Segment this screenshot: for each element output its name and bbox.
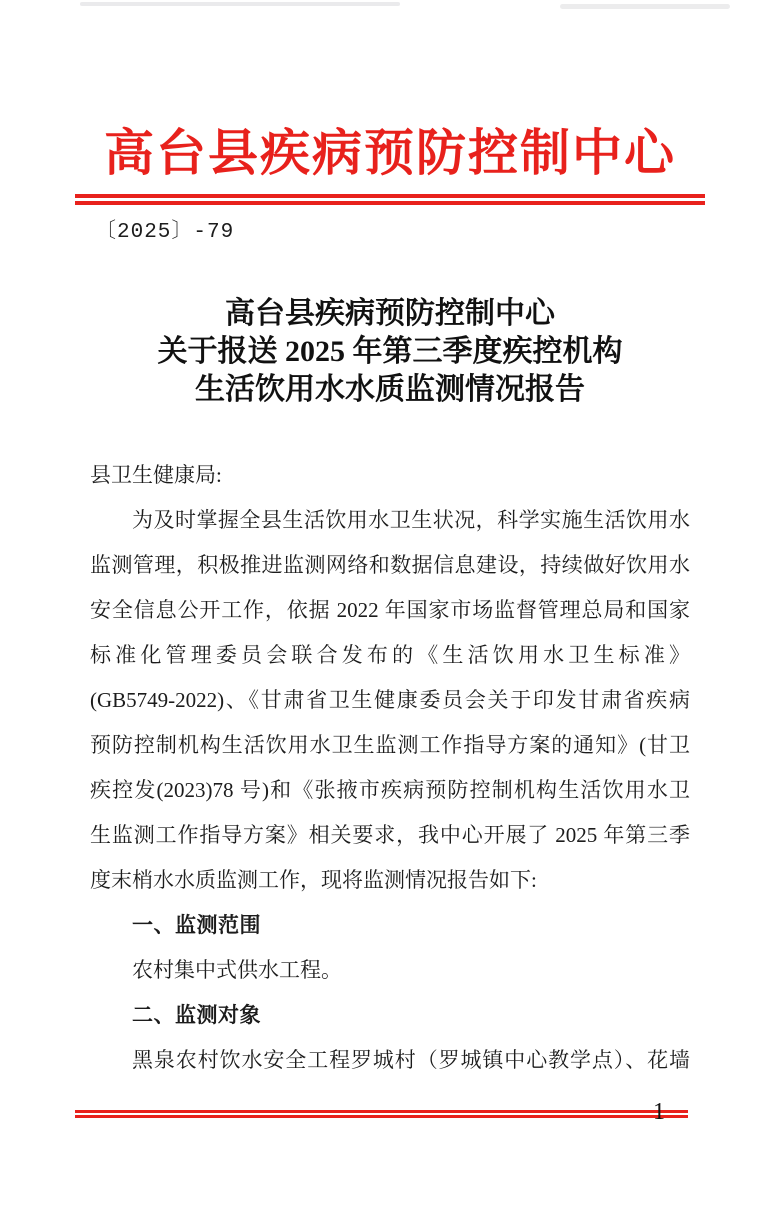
footer-double-rule: [75, 1110, 688, 1118]
paragraph-line: 预防控制机构生活饮用水卫生监测工作指导方案的通知》(甘卫: [90, 733, 690, 757]
section-1-text: 农村集中式供水工程。: [132, 958, 342, 982]
section-2-heading: 二、监测对象: [132, 1004, 261, 1027]
document-title: [0, 295, 780, 409]
letterhead-org-name: 高台县疾病预防控制中心: [104, 125, 676, 181]
paragraph-line: (GB5749-2022)、《甘肃省卫生健康委员会关于印发甘肃省疾病: [90, 688, 690, 712]
document-number: 〔2025〕-79: [95, 221, 235, 244]
section-1-heading: 一、监测范围: [132, 914, 261, 937]
paragraph-line: 疾控发(2023)78 号)和《张掖市疾病预防控制机构生活饮用水卫: [90, 778, 690, 802]
scan-artifact: [560, 4, 730, 9]
section-2-text: 黑泉农村饮水安全工程罗城村（罗城镇中心教学点）、花墙: [132, 1048, 690, 1072]
paragraph-line: 为及时掌握全县生活饮用水卫生状况，科学实施生活饮用水: [132, 508, 690, 532]
salutation: 县卫生健康局:: [90, 463, 222, 487]
letterhead-double-rule: [75, 194, 705, 205]
document-title-line: 高台县疾病预防控制中心: [225, 297, 555, 330]
paragraph-line: 标准化管理委员会联合发布的《生活饮用水卫生标准》: [90, 643, 690, 667]
paragraph-line: 监测管理，积极推进监测网络和数据信息建设，持续做好饮用水: [90, 553, 690, 577]
document-title-line: 关于报送 2025 年第三季度疾控机构: [157, 335, 623, 368]
paragraph-line: 度末梢水水质监测工作，现将监测情况报告如下:: [90, 868, 537, 892]
body-paragraph: [90, 498, 690, 903]
document-body: [90, 453, 690, 1083]
paragraph-line: 生监测工作指导方案》相关要求，我中心开展了 2025 年第三季: [90, 823, 690, 847]
document-title-line: 生活饮用水水质监测情况报告: [195, 373, 585, 406]
paragraph-line: 安全信息公开工作，依据 2022 年国家市场监督管理总局和国家: [90, 598, 690, 622]
scan-artifact: [80, 2, 400, 6]
page-number: 1: [653, 1099, 665, 1125]
